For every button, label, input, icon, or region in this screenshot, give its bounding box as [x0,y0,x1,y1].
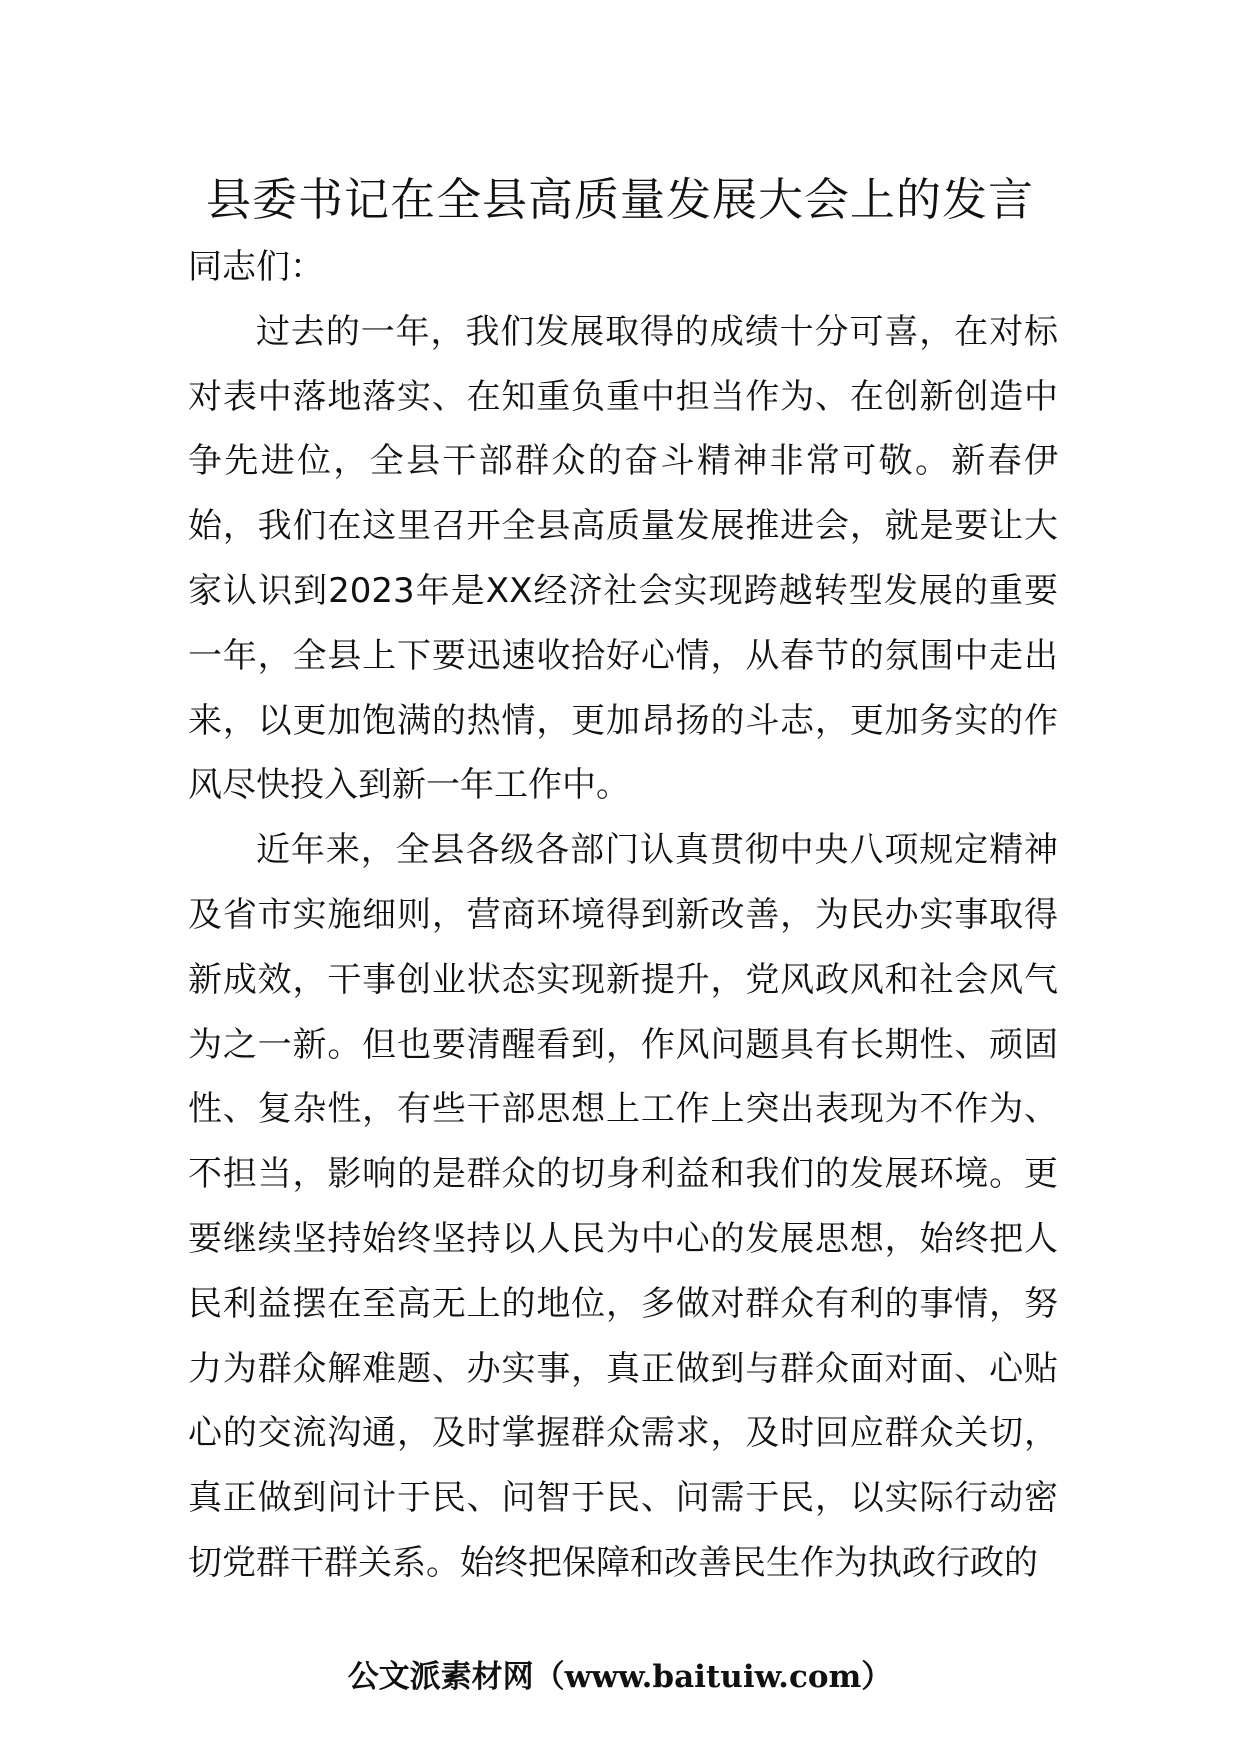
document-body [188,235,1058,1596]
salutation: 同志们： [188,247,324,287]
paragraph-1: 过去的一年，我们发展取得的成绩十分可喜，在对标对表中落地落实、在知重负重中担当作为、在创新创造中争先进位，全县干部群众的奋斗精神非常可敬。新春伊始，我们在这里召开全县高质量发展推进会，就是要让大家认识到2023年是XX经济社会实现跨越转型发展的重要一年，全县上下要迅速收拾好心情，从春节的氛围中走出来，以更加饱满的热情，更加昂扬的斗志，更加务实的作风尽快投入到新一年工作中。 [188,311,1058,806]
document-title: 县委书记在全县高质量发展大会上的发言 [205,173,1034,226]
paragraph-2: 近年来，全县各级各部门认真贯彻中央八项规定精神及省市实施细则，营商环境得到新改善，为民办实事取得新成效，干事创业状态实现新提升，党风政风和社会风气为之一新。但也要清醒看到，作风问题具有长期性、顽固性、复杂性，有些干部思想上工作上突出表现为不作为、不担当，影响的是群众的切身利益和我们的发展环境。更要继续坚持始终坚持以人民为中心的发展思想，始终把人民利益摆在至高无上的地位，多做对群众有利的事情，努力为群众解难题、办实事，真正做到与群众面对面、心贴心的交流沟通，及时掌握群众需求，及时回应群众关切，真正做到问计于民、问智于民、问需于民，以实际行动密切党群干群关系。始终把保障和改善民生作为执政行政的 [188,830,1058,1583]
footer-watermark: 公文派素材网（www.baituiw.com） [347,1659,893,1695]
